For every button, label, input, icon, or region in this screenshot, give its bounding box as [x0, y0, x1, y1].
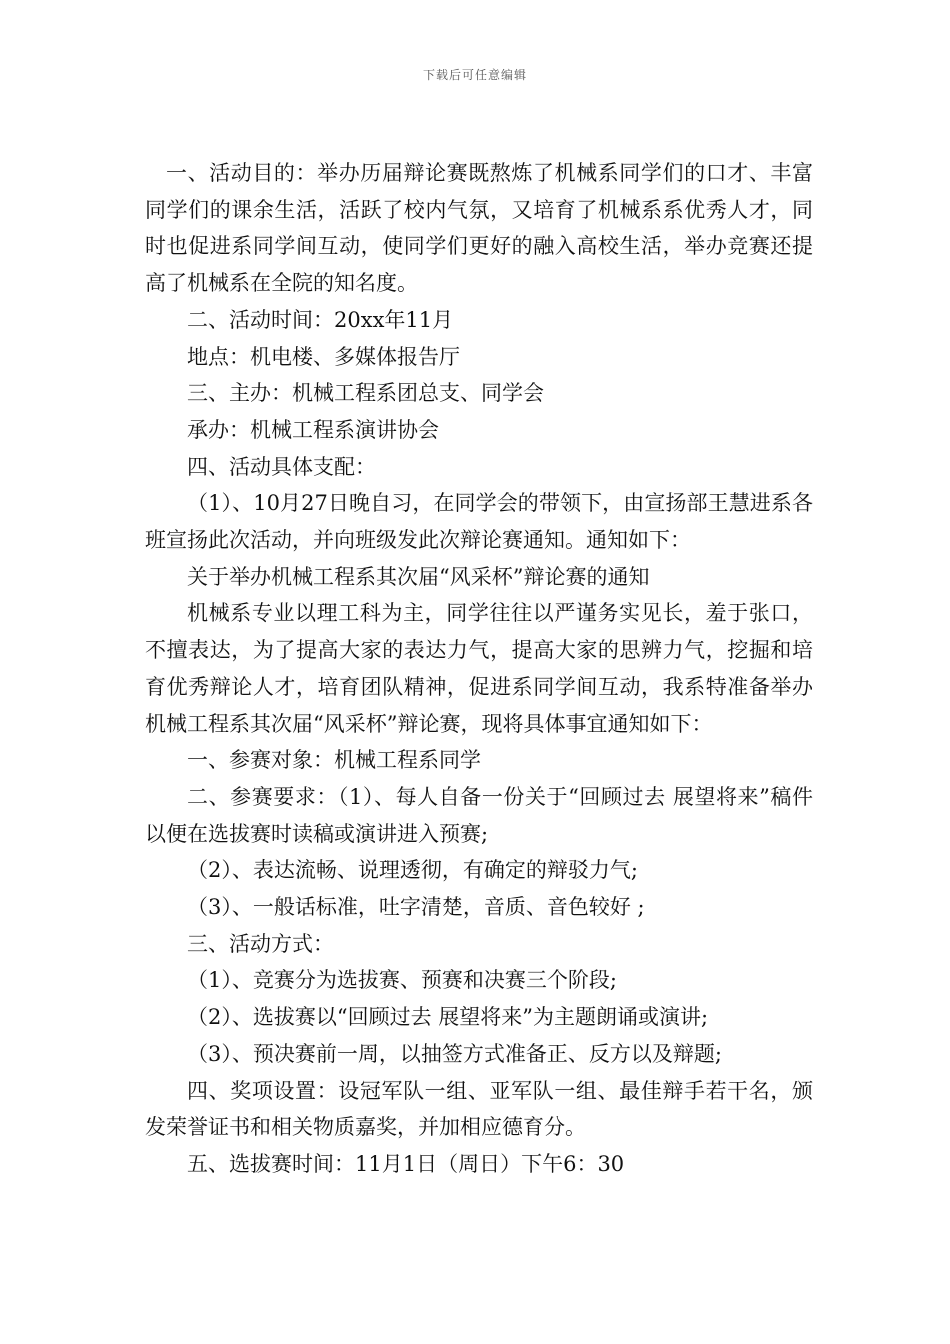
- paragraph-purpose: 一、活动目的：举办历届辩论赛既熬炼了机械系同学们的口才、丰富同学们的课余生活，活跃了校内气氛，又培育了机械系系优秀人才，同时也促进系同学间互动，使同学们更好的融入高校生活，举办竞赛还提高了机械系在全院的知名度。: [145, 161, 813, 296]
- paragraph-notice-body: 机械系专业以理工科为主，同学往往以严谨务实见长，羞于张口，不擅表达，为了提高大家的表达力气，提高大家的思辨力气，挖掘和培育优秀辩论人才，培育团队精神，促进系同学间互动，我系特准备举办机械工程系其次届“风采杯”辩论赛，现将具体事宜通知如下：: [145, 601, 813, 736]
- paragraph-format-3: （3）、预决赛前一周，以抽签方式准备正、反方以及辩题;: [187, 1041, 722, 1066]
- paragraph-format-heading: 三、活动方式：: [187, 931, 334, 956]
- paragraph-requirement-1: 二、参赛要求：（1）、每人自备一份关于“回顾过去 展望将来”稿件以便在选拔赛时读稿或演讲进入预赛;: [145, 784, 813, 846]
- page-header-note: 下载后可任意编辑: [422, 68, 527, 82]
- paragraph-notice-title: 关于举办机械工程系其次届“风采杯”辩论赛的通知: [187, 564, 650, 589]
- paragraph-selection-time: 五、选拔赛时间：11月1日（周日）下午6：30: [187, 1151, 625, 1176]
- paragraph-requirement-2: （2）、表达流畅、说理透彻，有确定的辩驳力气;: [187, 858, 638, 883]
- paragraph-participants: 一、参赛对象：机械工程系同学: [187, 748, 481, 773]
- document-body: [145, 155, 813, 1183]
- paragraph-organizer: 三、主办：机械工程系团总支、同学会: [187, 381, 544, 406]
- paragraph-location: 地点：机电楼、多媒体报告厅: [187, 344, 460, 369]
- paragraph-arrangement-heading: 四、活动具体支配：: [187, 454, 376, 479]
- paragraph-coorganizer: 承办：机械工程系演讲协会: [187, 417, 439, 442]
- paragraph-arrangement-1: （1）、10月27日晚自习，在同学会的带领下，由宣扬部王慧进系各班宣扬此次活动，并向班级发此次辩论赛通知。通知如下：: [145, 491, 813, 553]
- paragraph-requirement-3: （3）、一般话标准，吐字清楚，音质、音色较好 ;: [187, 895, 645, 920]
- paragraph-time: 二、活动时间：20xx年11月: [187, 307, 454, 332]
- paragraph-format-2: （2）、选拔赛以“回顾过去 展望将来”为主题朗诵或演讲;: [187, 1005, 709, 1030]
- paragraph-format-1: （1）、竞赛分为选拔赛、预赛和决赛三个阶段;: [187, 968, 617, 993]
- paragraph-awards: 四、奖项设置：设冠军队一组、亚军队一组、最佳辩手若干名，颁发荣誉证书和相关物质嘉奖，并加相应德育分。: [145, 1078, 813, 1140]
